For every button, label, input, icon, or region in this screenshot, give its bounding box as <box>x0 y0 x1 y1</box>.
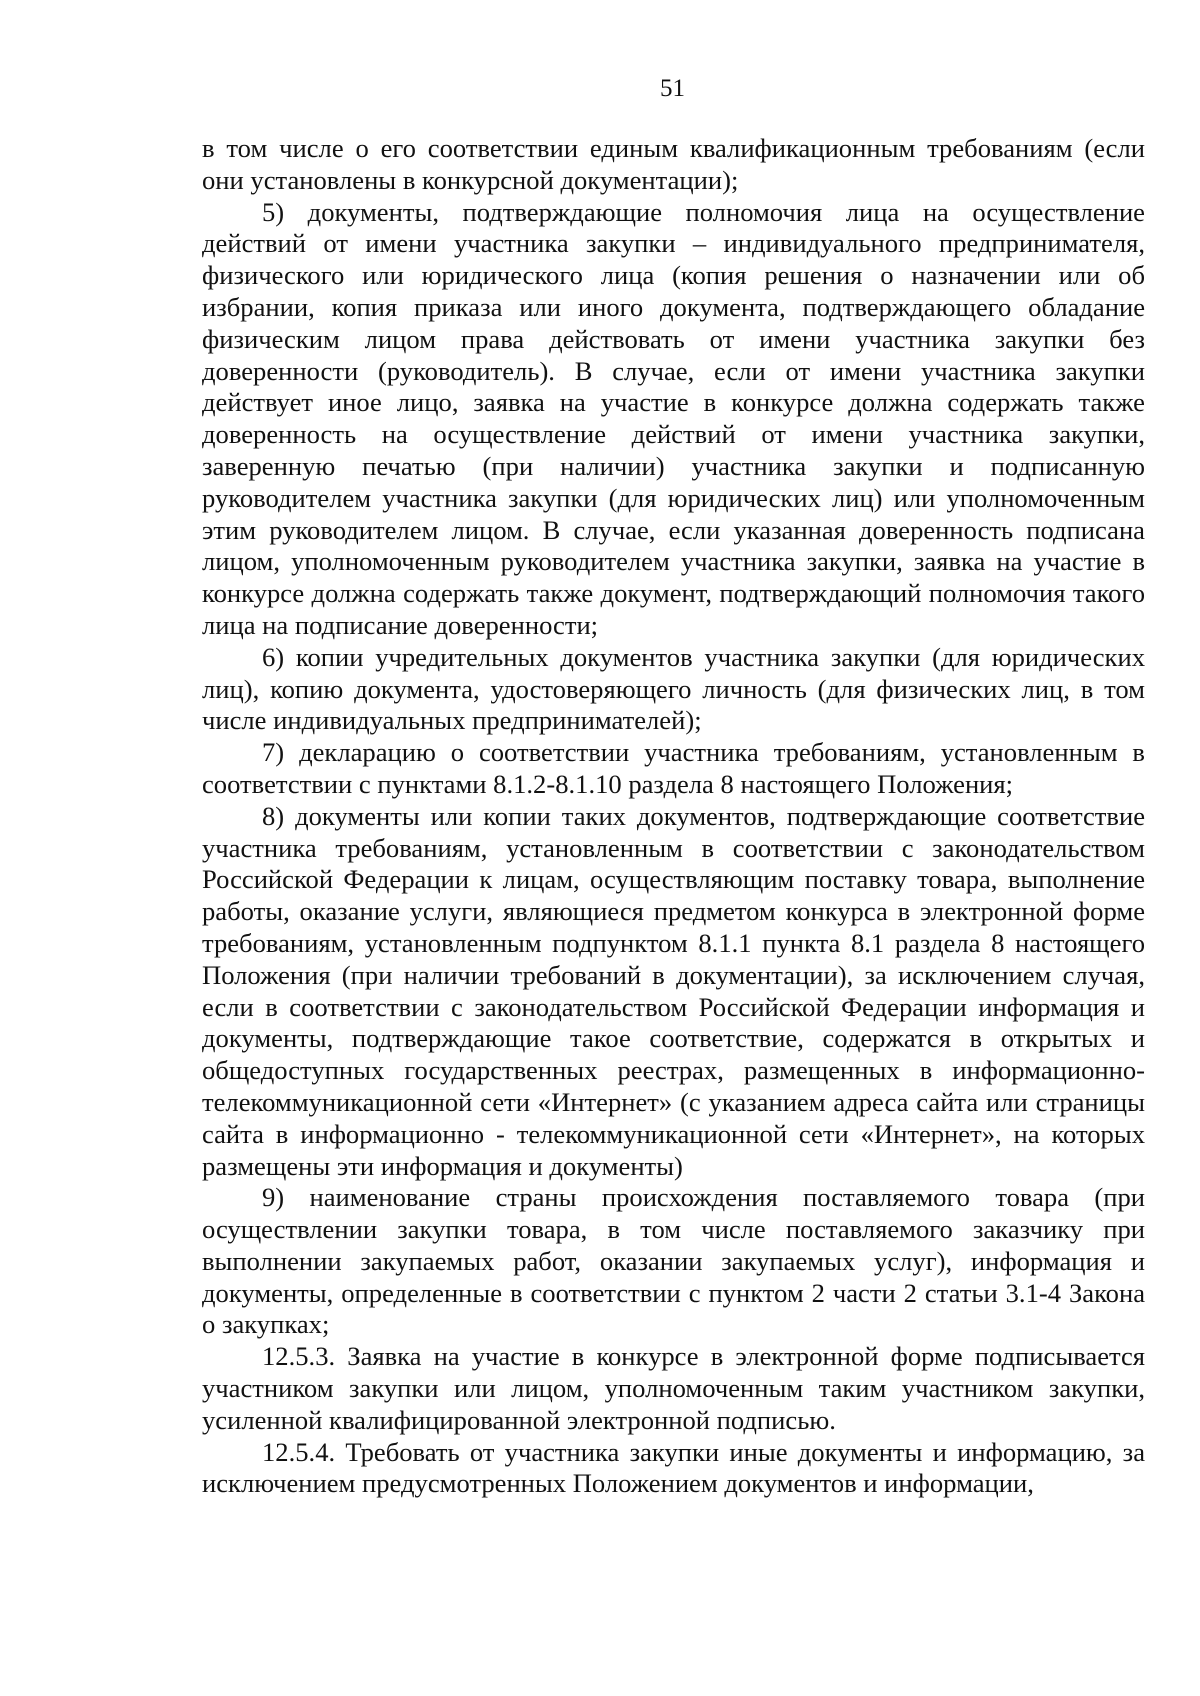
paragraph-item-8: 8) документы или копии таких документов, подтверждающие соответствие участника требованиям, установленным в соответствии с законодательством Российской Федерации к лицам, осуществляющим поставку товара, выполнение работы, оказание услуги, являющиеся предметом конкурса в электронной форме требованиям, установленным подпунктом 8.1.1 пункта 8.1 раздела 8 настоящего Положения (при наличии требований в документации), за исключением случая, если в соответствии с законодательством Российской Федерации информация и документы, подтверждающие такое соответствие, содержатся в открытых и общедоступных государственных реестрах, размещенных в информационно-телекоммуникационной сети «Интернет» (с указанием адреса сайта или страницы сайта в информационно - телекоммуникационной сети «Интернет», на которых размещены эти информация и документы) <box>202 800 1145 1181</box>
paragraph-12-5-4: 12.5.4. Требовать от участника закупки иные документы и информацию, за исключением предусмотренных Положением документов и информации, <box>202 1436 1145 1499</box>
paragraph-item-7: 7) декларацию о соответствии участника требованиям, установленным в соответствии с пунктами 8.1.2-8.1.10 раздела 8 настоящего Положения; <box>202 737 1145 799</box>
document-body <box>202 133 1145 1500</box>
page-number: 51 <box>660 75 685 102</box>
paragraph-item-6: 6) копии учредительных документов участника закупки (для юридических лиц), копию документа, удостоверяющего личность (для физических лиц, в том числе индивидуальных предпринимателей); <box>202 641 1145 736</box>
paragraph-continuation: в том числе о его соответствии единым квалификационным требованиям (если они установлены в конкурсной документации); <box>202 133 1145 195</box>
paragraph-item-5: 5) документы, подтверждающие полномочия лица на осуществление действий от имени участника закупки – индивидуального предпринимателя, физического или юридического лица (копия решения о назначении или об избрании, копия приказа или иного документа, подтверждающего обладание физическим лицом права действовать от имени участника закупки без доверенности (руководитель). В случае, если от имени участника закупки действует иное лицо, заявка на участие в конкурсе должна содержать также доверенность на осуществление действий от имени участника закупки, заверенную печатью (при наличии) участника закупки и подписанную руководителем участника закупки (для юридических лиц) или уполномоченным этим руководителем лицом. В случае, если указанная доверенность подписана лицом, уполномоченным руководителем участника закупки, заявка на участие в конкурсе должна содержать также документ, подтверждающий полномочия такого лица на подписание доверенности; <box>202 196 1145 640</box>
paragraph-item-9: 9) наименование страны происхождения поставляемого товара (при осуществлении закупки товара, в том числе поставляемого заказчику при выполнении закупаемых работ, оказании закупаемых услуг), информация и документы, определенные в соответствии с пунктом 2 части 2 статьи 3.1-4 Закона о закупках; <box>202 1182 1145 1340</box>
paragraph-12-5-3: 12.5.3. Заявка на участие в конкурсе в электронной форме подписывается участником закупки или лицом, уполномоченным таким участником закупки, усиленной квалифицированной электронной подписью. <box>202 1341 1145 1435</box>
